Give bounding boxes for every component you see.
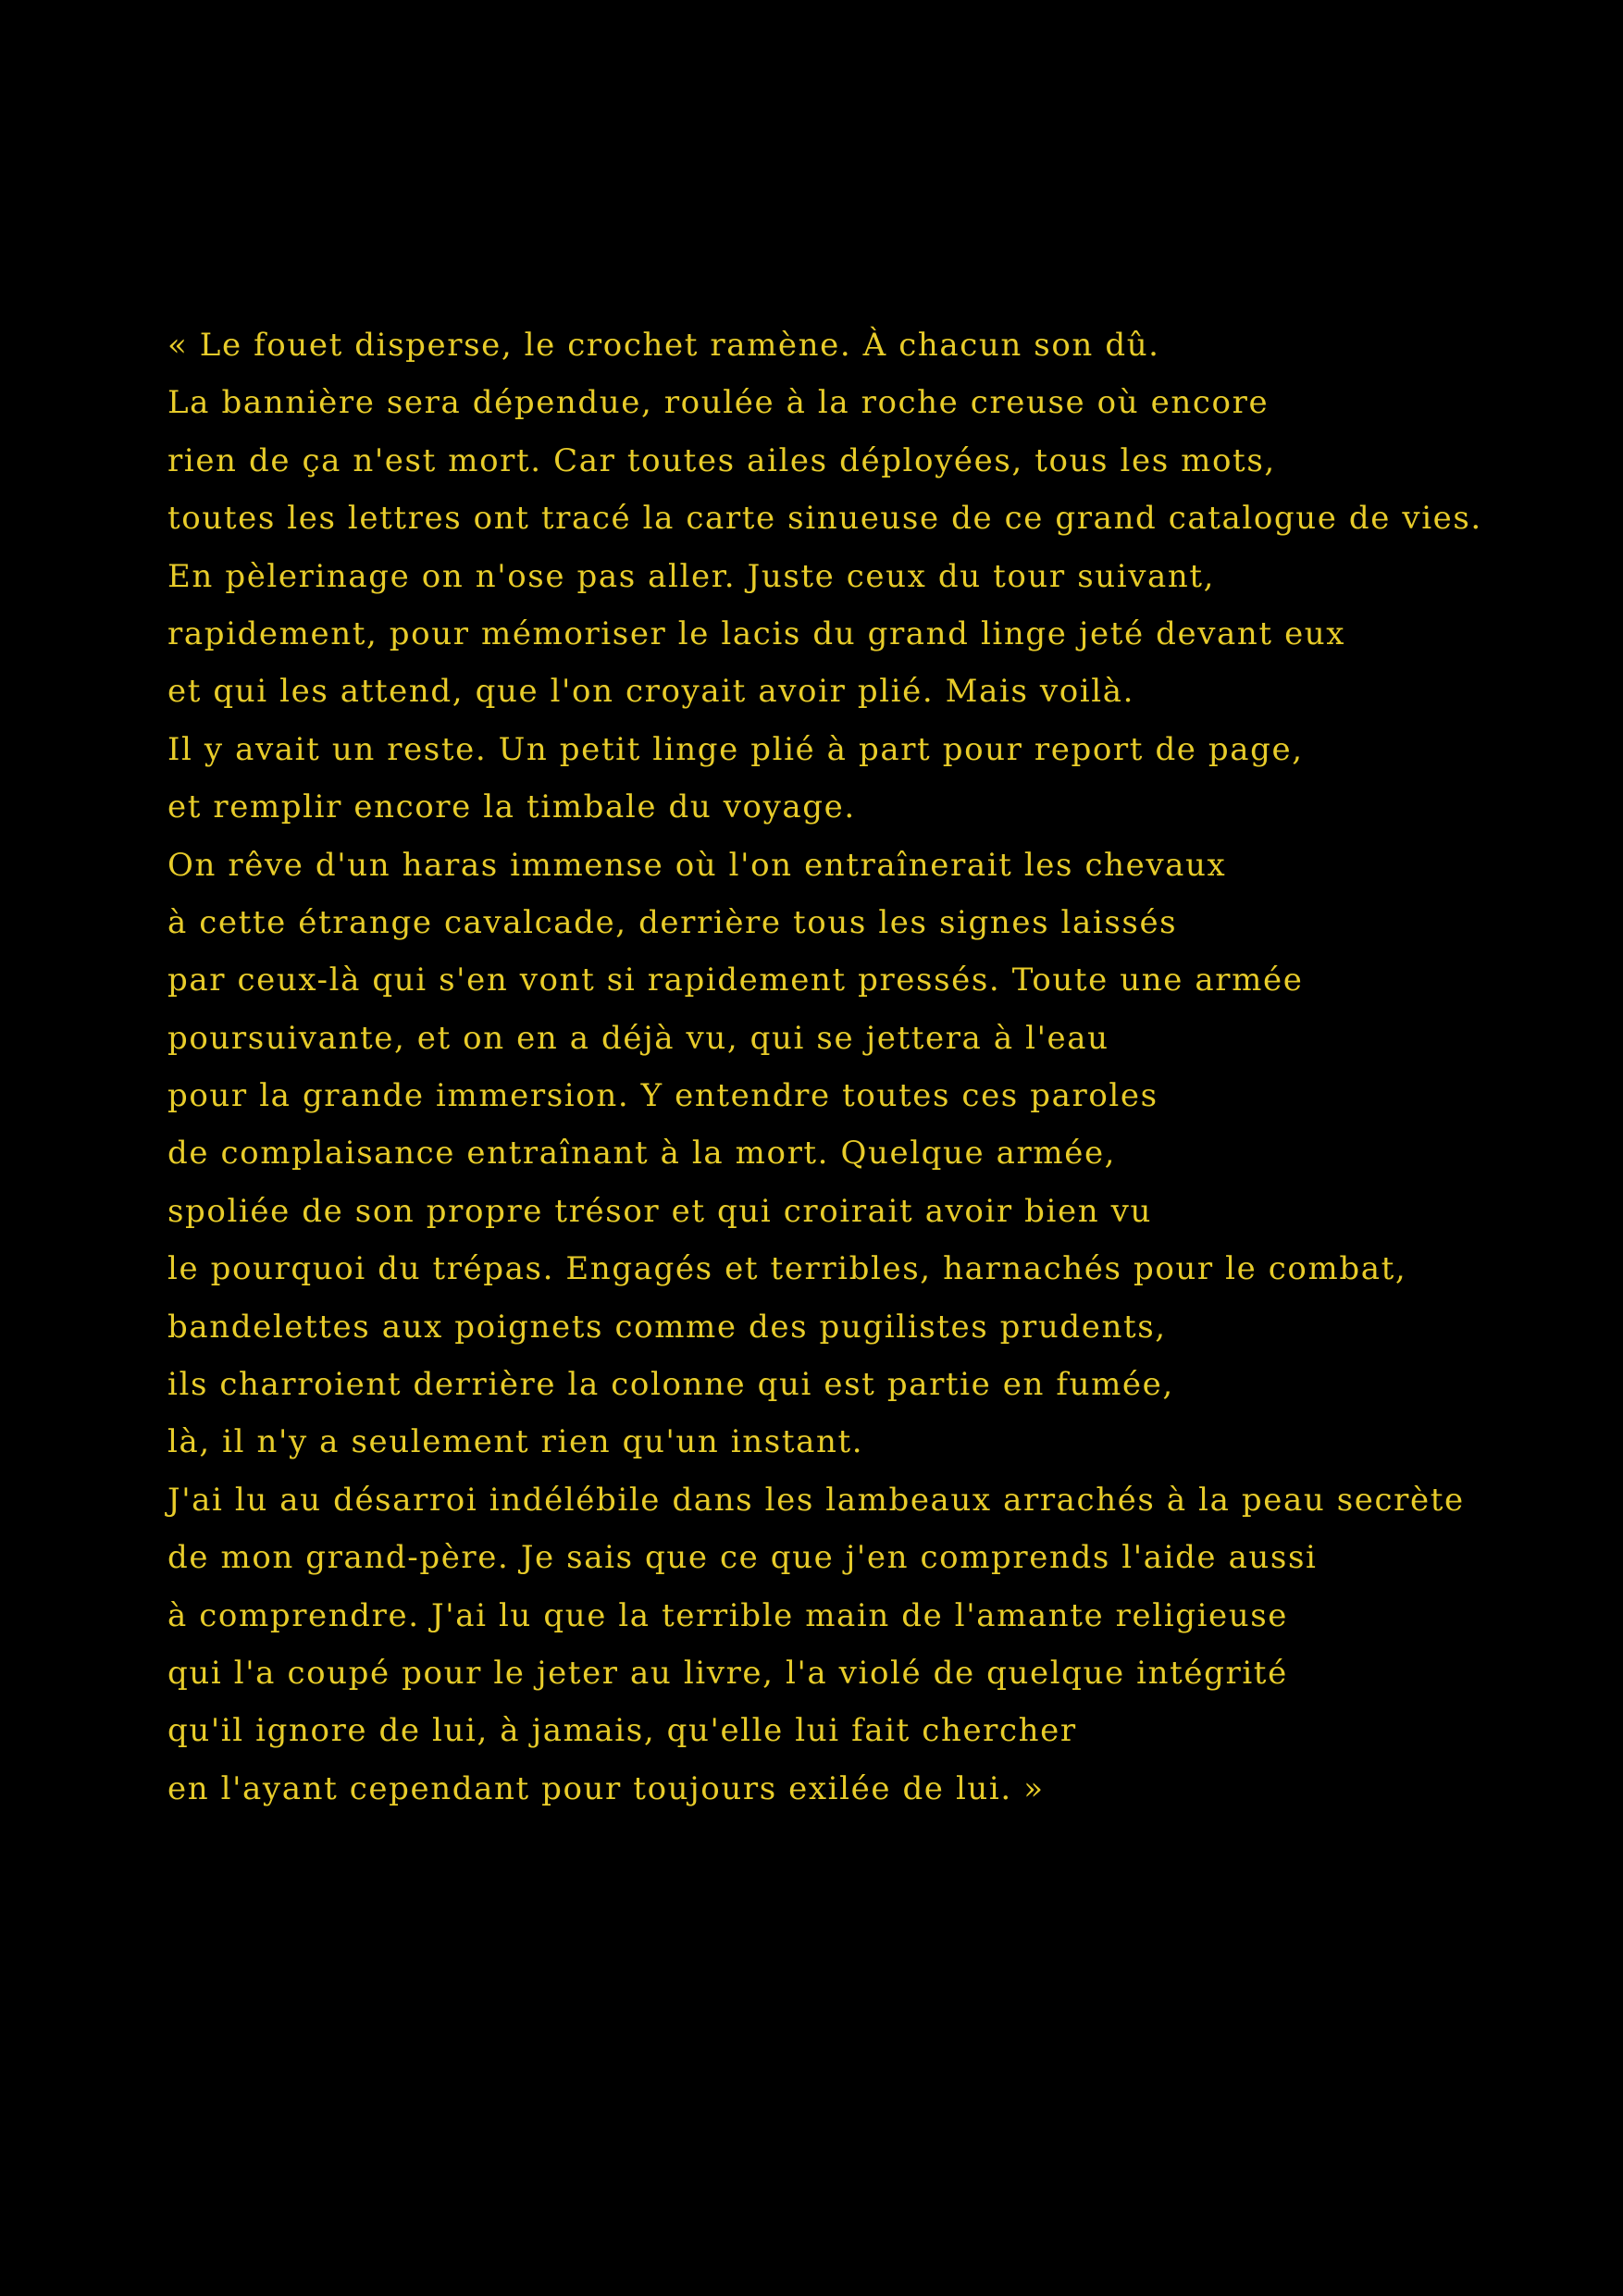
poem-line: J'ai lu au désarroi indélébile dans les lambeaux arrachés à la peau secrète — [167, 1481, 1465, 1519]
poem-line: qui l'a coupé pour le jeter au livre, l'a violé de quelque intégrité — [167, 1654, 1288, 1692]
poem-line: toutes les lettres ont tracé la carte sinueuse de ce grand catalogue de vies. — [167, 500, 1482, 538]
poem-line: bandelettes aux poignets comme des pugilistes prudents, — [167, 1308, 1167, 1346]
poem-line: le pourquoi du trépas. Engagés et terribles, harnachés pour le combat, — [167, 1250, 1407, 1288]
poem-line: là, il n'y a seulement rien qu'un instant. — [167, 1423, 864, 1461]
poem-line: en l'ayant cependant pour toujours exilée de lui. » — [167, 1769, 1045, 1807]
poem-line: pour la grande immersion. Y entendre toutes ces paroles — [167, 1077, 1158, 1115]
poem-line: rapidement, pour mémoriser le lacis du grand linge jeté devant eux — [167, 614, 1346, 652]
poem-line: qu'il ignore de lui, à jamais, qu'elle lui fait chercher — [167, 1712, 1077, 1750]
poem-line: spoliée de son propre trésor et qui croirait avoir bien vu — [167, 1192, 1152, 1230]
poem-line: à cette étrange cavalcade, derrière tous les signes laissés — [167, 903, 1178, 941]
poem-line: La bannière sera dépendue, roulée à la roche creuse où encore — [167, 384, 1270, 422]
poem-line: poursuivante, et on en a déjà vu, qui se jettera à l'eau — [167, 1019, 1109, 1057]
poem-line: à comprendre. J'ai lu que la terrible main de l'amante religieuse — [167, 1596, 1289, 1634]
poem-line: de mon grand-père. Je sais que ce que j'en comprends l'aide aussi — [167, 1539, 1318, 1577]
poem-text — [167, 316, 1574, 1818]
poem-line: rien de ça n'est mort. Car toutes ailes déployées, tous les mots, — [167, 441, 1276, 479]
poem-line: En pèlerinage on n'ose pas aller. Juste ceux du tour suivant, — [167, 557, 1216, 595]
poem-line: et qui les attend, que l'on croyait avoir plié. Mais voilà. — [167, 673, 1135, 711]
poem-line: de complaisance entraînant à la mort. Quelque armée, — [167, 1135, 1117, 1173]
poem-line: par ceux-là qui s'en vont si rapidement pressés. Toute une armée — [167, 962, 1304, 999]
poem-line: Il y avait un reste. Un petit linge plié à part pour report de page, — [167, 730, 1304, 768]
poem-line: « Le fouet disperse, le crochet ramène. À chacun son dû. — [167, 327, 1160, 364]
poem-line: On rêve d'un haras immense où l'on entraînerait les chevaux — [167, 846, 1227, 884]
poem-line: ils charroient derrière la colonne qui est partie en fumée, — [167, 1366, 1174, 1404]
poem-line: et remplir encore la timbale du voyage. — [167, 788, 856, 826]
